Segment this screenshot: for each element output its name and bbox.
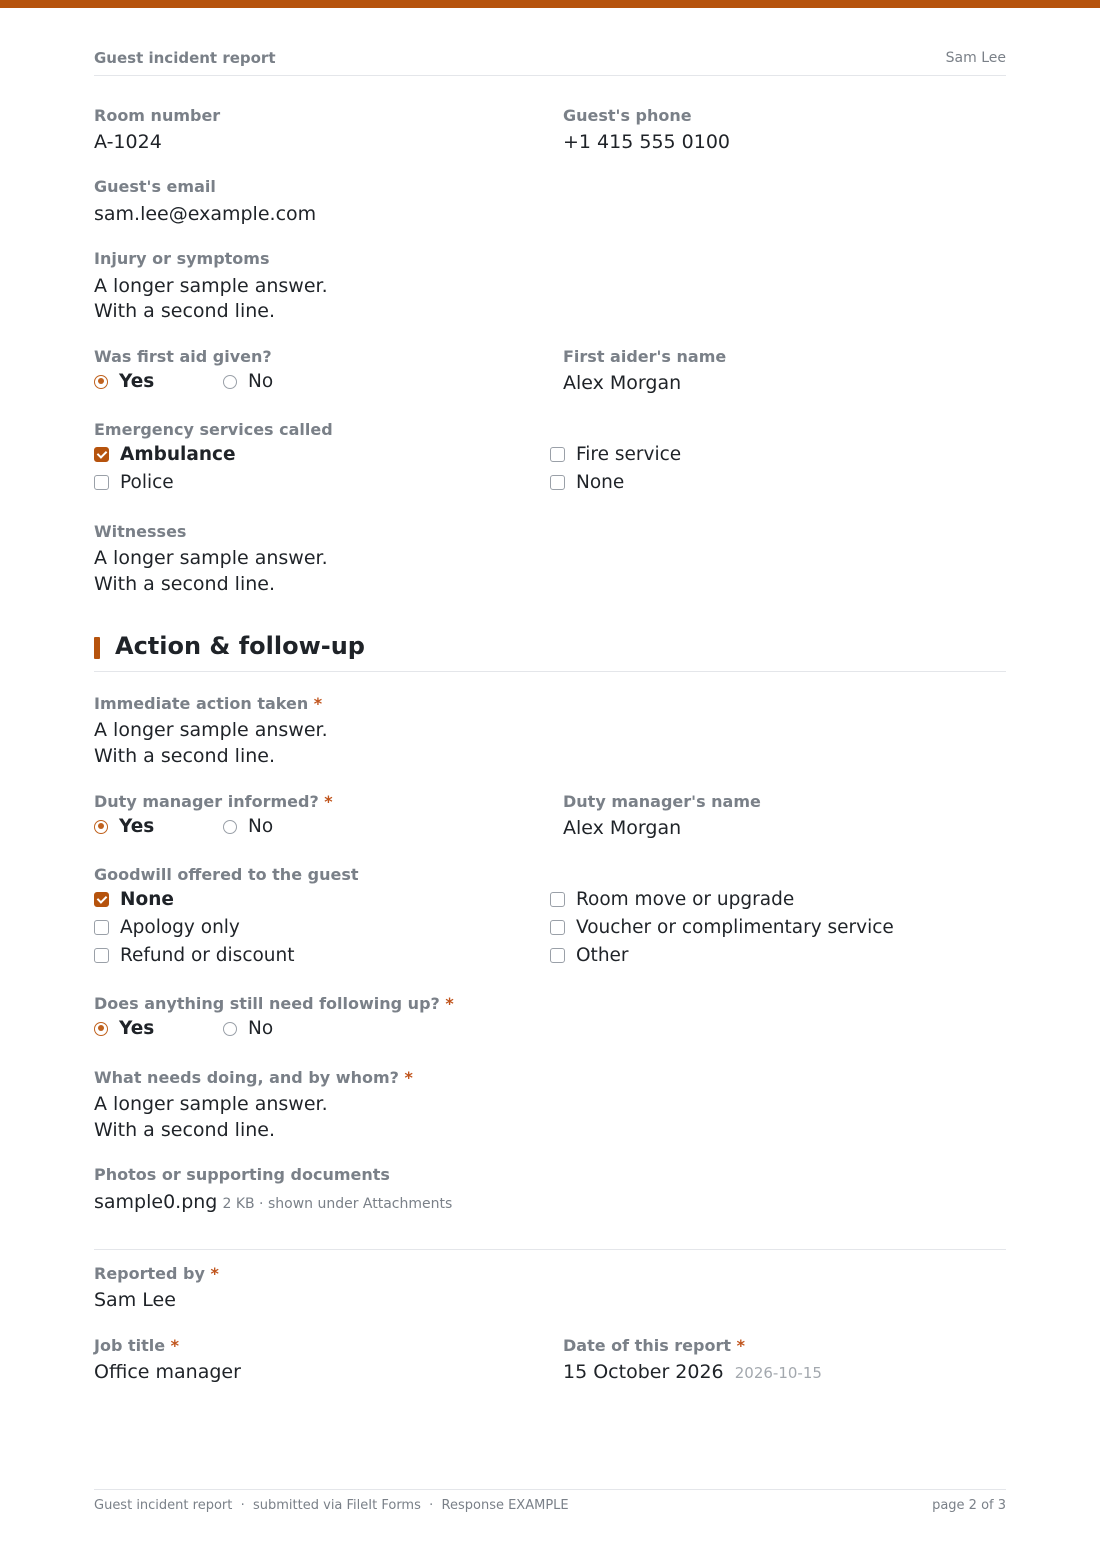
label-text: What needs doing, and by whom? <box>94 1068 399 1087</box>
required-marker: * <box>736 1336 745 1355</box>
radio-unselected-icon <box>223 1022 237 1036</box>
attachment-entry <box>94 1189 452 1215</box>
goodwill-option-label: Voucher or complimentary service <box>576 917 894 938</box>
job-title-value: Office manager <box>94 1361 241 1383</box>
report-date-label <box>563 1336 745 1355</box>
goodwill-option-refund[interactable] <box>94 945 295 966</box>
label-text: Job title <box>94 1336 166 1355</box>
report-date <box>563 1359 822 1385</box>
duty-manager-name-label: Duty manager's name <box>563 792 761 811</box>
emergency-option-label: Fire service <box>576 444 682 465</box>
guest-phone-label: Guest's phone <box>563 106 692 125</box>
follow-up-no-option[interactable] <box>223 1018 273 1039</box>
immediate-action-value-line1: A longer sample answer. <box>94 719 328 741</box>
goodwill-option-none[interactable] <box>94 889 174 910</box>
section-title: Action & follow-up <box>115 632 365 660</box>
page-number: page 2 of 3 <box>932 1498 1006 1513</box>
what-needs-value-line1: A longer sample answer. <box>94 1093 328 1115</box>
checkbox-unchecked-icon <box>94 920 109 935</box>
injury-value-line2: With a second line. <box>94 300 275 322</box>
follow-up-no-label: No <box>248 1018 274 1039</box>
reported-by-label <box>94 1264 219 1283</box>
first-aid-no-label: No <box>248 371 274 392</box>
injury-value-line1: A longer sample answer. <box>94 275 328 297</box>
duty-informed-no-label: No <box>248 816 274 837</box>
witnesses-label: Witnesses <box>94 522 187 541</box>
goodwill-option-label: Other <box>576 945 629 966</box>
first-aid-yes-option[interactable] <box>94 371 154 392</box>
accent-top-bar <box>0 0 1100 8</box>
required-marker: * <box>313 694 323 713</box>
follow-up-yes-label: Yes <box>119 1018 155 1039</box>
goodwill-option-label: Apology only <box>120 917 240 938</box>
section-divider <box>94 671 1006 672</box>
label-text: Immediate action taken <box>94 694 309 713</box>
what-needs-value-line2: With a second line. <box>94 1119 275 1141</box>
emergency-option-label: Police <box>120 472 174 493</box>
label-text: Duty manager informed? <box>94 792 319 811</box>
checkbox-unchecked-icon <box>550 948 565 963</box>
first-aider-label: First aider's name <box>563 347 727 366</box>
radio-selected-icon <box>94 820 108 834</box>
attachment-meta: 2 KB · shown under Attachments <box>222 1196 453 1212</box>
photos-label: Photos or supporting documents <box>94 1165 390 1184</box>
emergency-services-label: Emergency services called <box>94 420 333 439</box>
immediate-action-value-line2: With a second line. <box>94 745 275 767</box>
job-title-label <box>94 1336 179 1355</box>
checkbox-unchecked-icon <box>550 920 565 935</box>
required-marker: * <box>404 1068 413 1087</box>
footer-text: Guest incident report · submitted via FileIt Forms · Response EXAMPLE <box>94 1498 569 1513</box>
injury-label: Injury or symptoms <box>94 249 270 268</box>
checkbox-unchecked-icon <box>550 475 565 490</box>
emergency-option-label: None <box>576 472 625 493</box>
footer-divider <box>94 1489 1006 1490</box>
emergency-option-ambulance[interactable] <box>94 444 236 465</box>
emergency-option-label: Ambulance <box>120 444 236 465</box>
emergency-option-none[interactable] <box>550 472 624 493</box>
duty-manager-name-value: Alex Morgan <box>563 817 682 839</box>
checkbox-unchecked-icon <box>550 892 565 907</box>
label-text: Date of this report <box>563 1336 732 1355</box>
required-marker: * <box>445 994 454 1013</box>
emergency-option-police[interactable] <box>94 472 174 493</box>
duty-informed-no-option[interactable] <box>223 816 273 837</box>
goodwill-option-apology[interactable] <box>94 917 240 938</box>
required-marker: * <box>210 1264 219 1283</box>
goodwill-option-label: Refund or discount <box>120 945 295 966</box>
checkbox-unchecked-icon <box>550 447 565 462</box>
signoff-divider <box>94 1249 1006 1250</box>
checkbox-checked-icon <box>94 447 109 462</box>
report-date-value: 15 October 2026 <box>563 1361 724 1383</box>
checkbox-checked-icon <box>94 892 109 907</box>
goodwill-option-room-move[interactable] <box>550 889 794 910</box>
goodwill-option-label: None <box>120 889 174 910</box>
page-header-name: Sam Lee <box>945 50 1006 66</box>
guest-phone-value: +1 415 555 0100 <box>563 131 731 153</box>
checkbox-unchecked-icon <box>94 948 109 963</box>
checkbox-unchecked-icon <box>94 475 109 490</box>
immediate-action-label <box>94 694 322 713</box>
witnesses-value-line2: With a second line. <box>94 573 275 595</box>
emergency-option-fire-service[interactable] <box>550 444 681 465</box>
first-aid-yes-label: Yes <box>119 371 155 392</box>
witnesses-value-line1: A longer sample answer. <box>94 547 328 569</box>
first-aid-no-option[interactable] <box>223 371 273 392</box>
label-text: Does anything still need following up? <box>94 994 440 1013</box>
goodwill-option-label: Room move or upgrade <box>576 889 795 910</box>
guest-email-label: Guest's email <box>94 177 216 196</box>
duty-informed-yes-label: Yes <box>119 816 155 837</box>
goodwill-option-voucher[interactable] <box>550 917 894 938</box>
required-marker: * <box>170 1336 180 1355</box>
duty-informed-label <box>94 792 333 811</box>
what-needs-label <box>94 1068 413 1087</box>
header-divider <box>94 75 1006 76</box>
radio-selected-icon <box>94 375 108 389</box>
first-aid-label: Was first aid given? <box>94 347 272 366</box>
room-number-label: Room number <box>94 106 221 125</box>
radio-unselected-icon <box>223 820 237 834</box>
goodwill-label: Goodwill offered to the guest <box>94 865 359 884</box>
reported-by-value: Sam Lee <box>94 1289 176 1311</box>
goodwill-option-other[interactable] <box>550 945 629 966</box>
duty-informed-yes-option[interactable] <box>94 816 154 837</box>
room-number-value: A-1024 <box>94 131 162 153</box>
page-header-title: Guest incident report <box>94 49 276 67</box>
first-aider-value: Alex Morgan <box>563 372 682 394</box>
label-text: Reported by <box>94 1264 205 1283</box>
follow-up-yes-option[interactable] <box>94 1018 154 1039</box>
follow-up-label <box>94 994 454 1013</box>
radio-selected-icon <box>94 1022 108 1036</box>
report-date-iso: 2026-10-15 <box>734 1364 822 1382</box>
radio-unselected-icon <box>223 375 237 389</box>
section-accent-bar <box>94 637 100 659</box>
guest-email-value: sam.lee@example.com <box>94 203 317 225</box>
attachment-filename[interactable]: sample0.png <box>94 1191 218 1213</box>
required-marker: * <box>324 792 333 811</box>
